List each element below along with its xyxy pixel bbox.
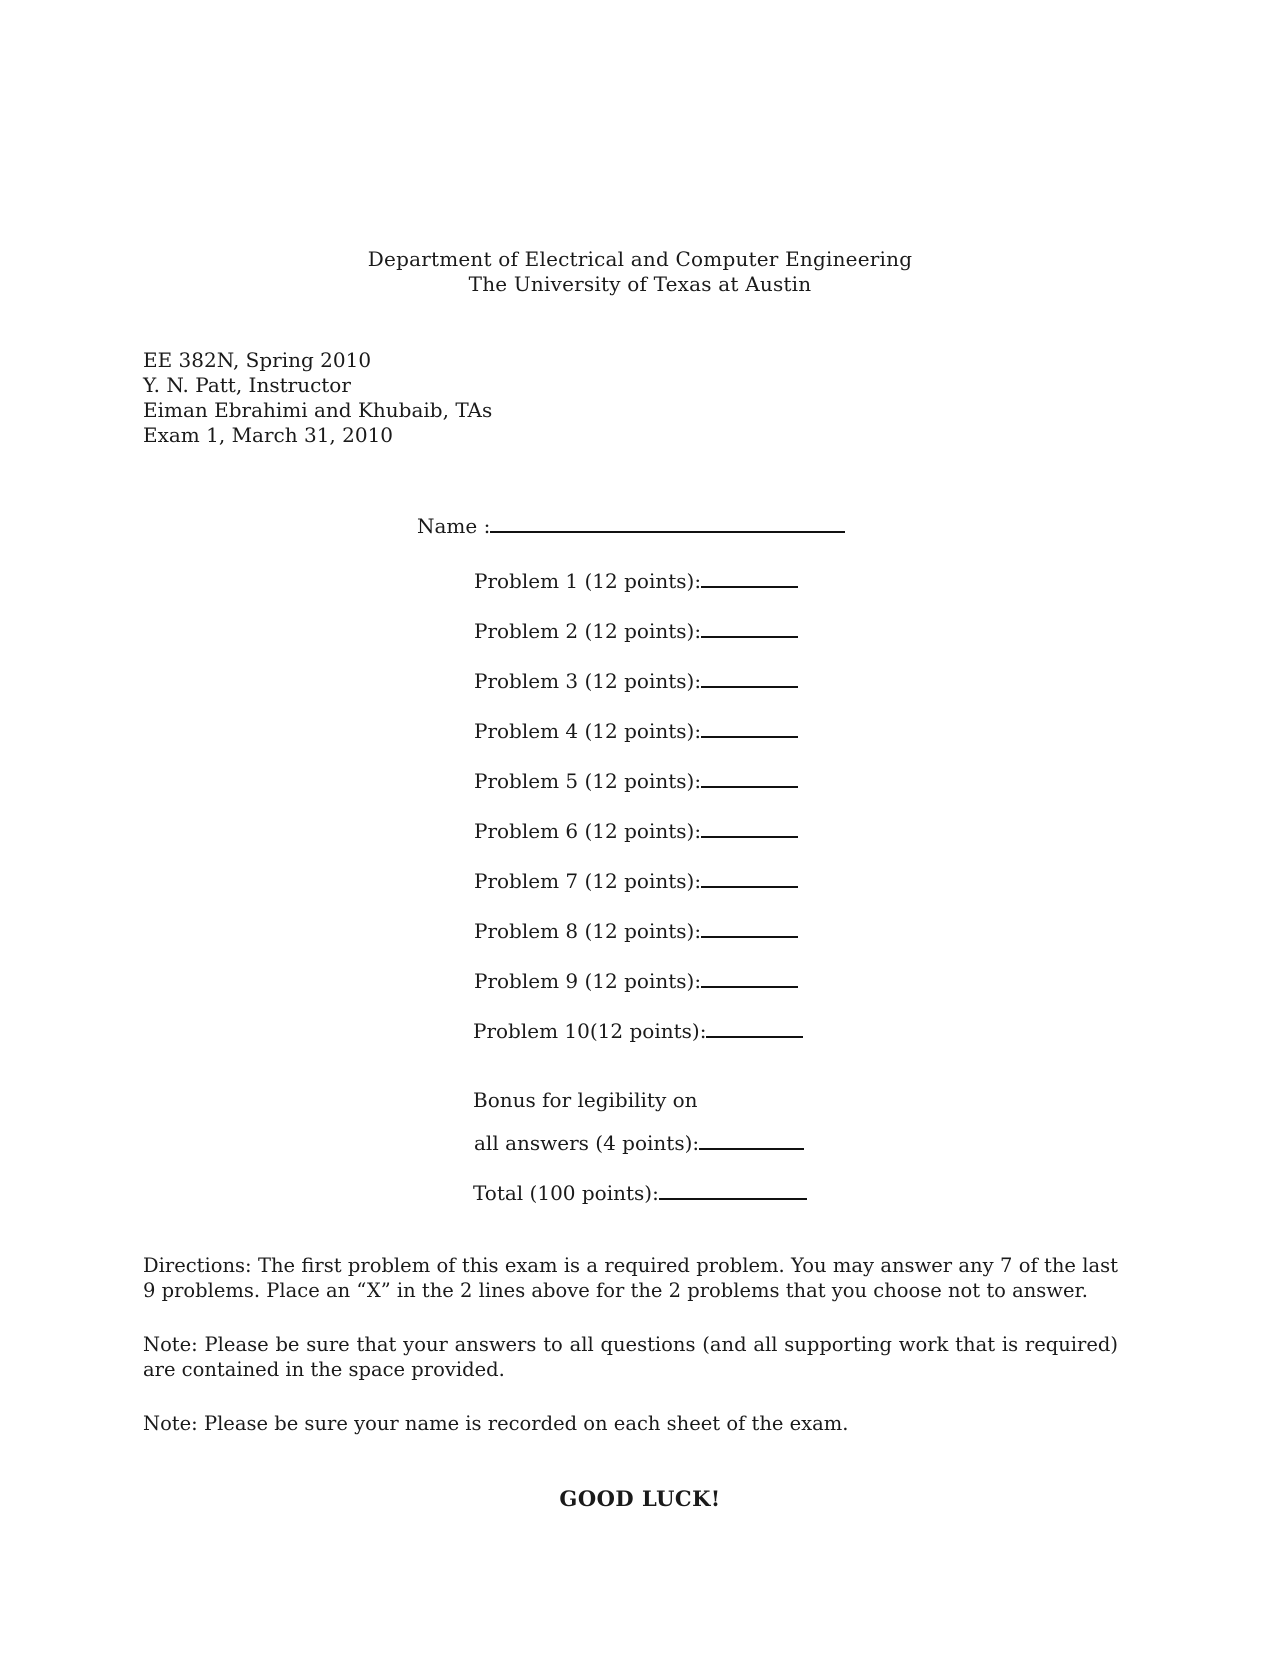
good-luck-heading: GOOD LUCK!: [559, 1486, 721, 1511]
problem-row-10: [473, 1018, 803, 1043]
problem-row-5: [474, 768, 798, 793]
problem-label: Problem 10(12 points):: [473, 1019, 707, 1043]
name-label: Name :: [417, 514, 491, 538]
score-blank[interactable]: [701, 668, 798, 688]
total-score-blank[interactable]: [659, 1180, 807, 1200]
problem-row-7: [474, 868, 798, 893]
score-blank[interactable]: [701, 918, 798, 938]
score-blank[interactable]: [701, 618, 798, 638]
bonus-line-1: [473, 1088, 698, 1112]
bonus-score-blank[interactable]: [699, 1130, 804, 1150]
score-blank[interactable]: [701, 718, 798, 738]
problem-label: Problem 4 (12 points):: [474, 719, 702, 743]
problem-label: Problem 8 (12 points):: [474, 919, 702, 943]
name-row: [417, 513, 845, 538]
bonus-row: [474, 1130, 804, 1155]
course-line: EE 382N, Spring 2010: [143, 348, 372, 372]
score-blank[interactable]: [701, 818, 798, 838]
problem-row-9: [474, 968, 798, 993]
score-blank[interactable]: [706, 1018, 803, 1038]
problem-row-6: [474, 818, 798, 843]
total-row: [473, 1180, 807, 1205]
problem-label: Problem 1 (12 points):: [474, 569, 702, 593]
note-paragraph-1: Note: Please be sure that your answers to all questions (and all supporting work that is required) are contained in the space provided.: [143, 1333, 1118, 1381]
total-label: Total (100 points):: [473, 1181, 659, 1205]
score-blank[interactable]: [701, 968, 798, 988]
problem-row-1: [474, 568, 798, 593]
problem-row-4: [474, 718, 798, 743]
tas-line: Eiman Ebrahimi and Khubaib, TAs: [143, 398, 493, 422]
problem-row-3: [474, 668, 798, 693]
note-paragraph-2: Note: Please be sure your name is recorded on each sheet of the exam.: [143, 1412, 849, 1435]
problem-label: Problem 9 (12 points):: [474, 969, 702, 993]
problem-label: Problem 3 (12 points):: [474, 669, 702, 693]
name-blank[interactable]: [490, 513, 845, 533]
score-blank[interactable]: [701, 568, 798, 588]
score-blank[interactable]: [701, 868, 798, 888]
problem-row-2: [474, 618, 798, 643]
exam-date-line: Exam 1, March 31, 2010: [143, 423, 394, 447]
instructor-line: Y. N. Patt, Instructor: [143, 373, 351, 397]
score-blank[interactable]: [701, 768, 798, 788]
problem-label: Problem 2 (12 points):: [474, 619, 702, 643]
department-name: Department of Electrical and Computer Engineering: [367, 247, 913, 271]
bonus-label-1: Bonus for legibility on: [473, 1088, 698, 1112]
bonus-label-2: all answers (4 points):: [474, 1131, 700, 1155]
problem-row-8: [474, 918, 798, 943]
directions-paragraph: Directions: The first problem of this exam is a required problem. You may answer any 7 of the last 9 problems. Place an “X” in the 2 lines above for the 2 problems that you choose not to answer.: [143, 1254, 1118, 1302]
problem-label: Problem 7 (12 points):: [474, 869, 702, 893]
problem-label: Problem 5 (12 points):: [474, 769, 702, 793]
problem-label: Problem 6 (12 points):: [474, 819, 702, 843]
university-name: The University of Texas at Austin: [468, 272, 812, 296]
